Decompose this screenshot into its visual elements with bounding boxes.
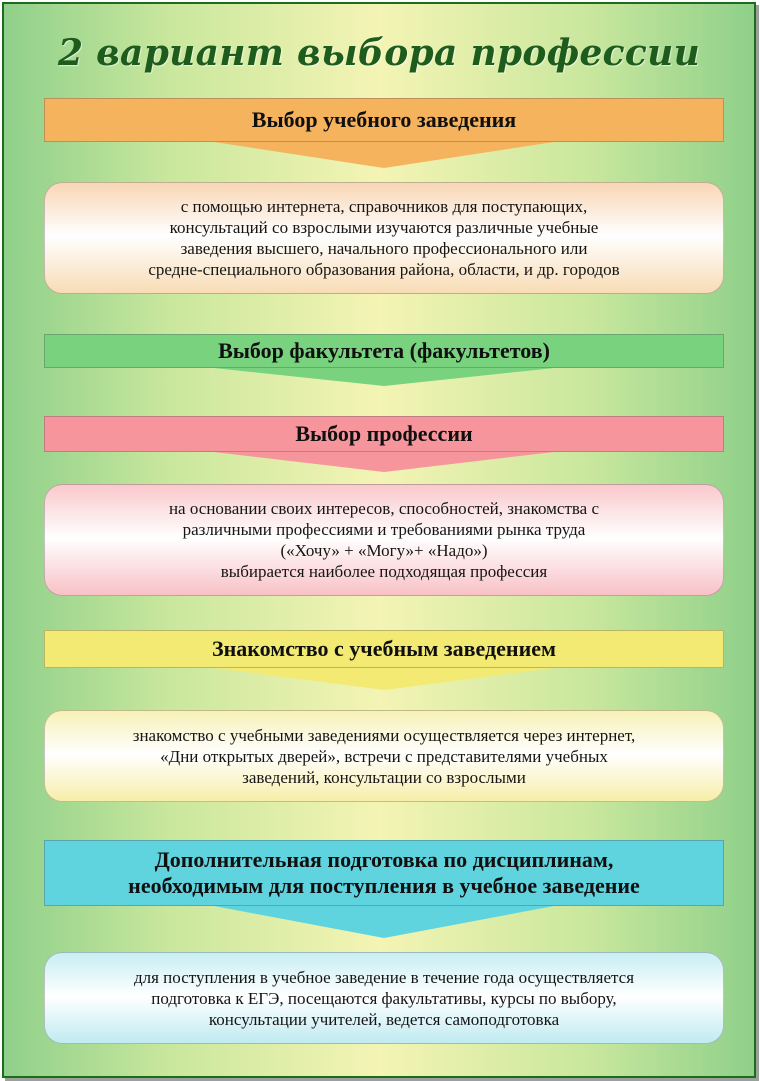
header-line: необходимым для поступления в учебное заведение (128, 873, 640, 898)
description-line: средне-специального образования района, области, и др. городов (148, 260, 620, 279)
down-arrow-icon (214, 452, 554, 472)
step-header-additional-preparation (44, 840, 724, 906)
down-arrow-icon (214, 906, 554, 938)
down-arrow-icon (214, 142, 554, 168)
step-header-choose-faculty: Выбор факультета (факультетов) (44, 334, 724, 368)
description-line: для поступления в учебное заведение в течение года осуществляется (133, 967, 635, 987)
down-arrow-icon (214, 668, 554, 690)
description-line: подготовка к ЕГЭ, посещаются факультативы, курсы по выбору, (151, 988, 617, 1008)
step-description-choose-profession (44, 484, 724, 596)
step-header-choose-profession: Выбор профессии (44, 416, 724, 452)
description-line: заведений, консультации со взрослыми (242, 767, 526, 787)
poster (2, 2, 756, 1078)
step-header-get-acquainted: Знакомство с учебным заведением (44, 630, 724, 668)
description-line: («Хочу» + «Могу»+ «Надо») (280, 541, 488, 560)
description-line: с помощью интернета, справочников для поступающих, (180, 197, 588, 216)
header-line: Дополнительная подготовка по дисциплинам, (154, 846, 614, 872)
down-arrow-icon (214, 368, 554, 386)
page-title: 2 вариант выбора профессии (57, 32, 701, 74)
description-line: знакомство с учебными заведениями осуществляется через интернет, (132, 725, 636, 745)
step-header-choose-institution: Выбор учебного заведения (44, 98, 724, 142)
description-line: на основании своих интересов, способностей, знакомства с (168, 499, 600, 518)
description-line: выбирается наиболее подходящая профессия (220, 562, 548, 581)
description-line: различными профессиями и требованиями рынка труда (182, 520, 586, 539)
description-line: консультаций со взрослыми изучаются различные учебные (169, 218, 599, 237)
description-line: «Дни открытых дверей», встречи с представителями учебных (160, 746, 608, 766)
step-description-choose-institution (44, 182, 724, 294)
description-line: консультации учителей, ведется самоподготовка (208, 1009, 560, 1029)
step-description-additional-preparation (44, 952, 724, 1044)
step-description-get-acquainted (44, 710, 724, 802)
description-line: заведения высшего, начального профессионального или (180, 239, 588, 258)
